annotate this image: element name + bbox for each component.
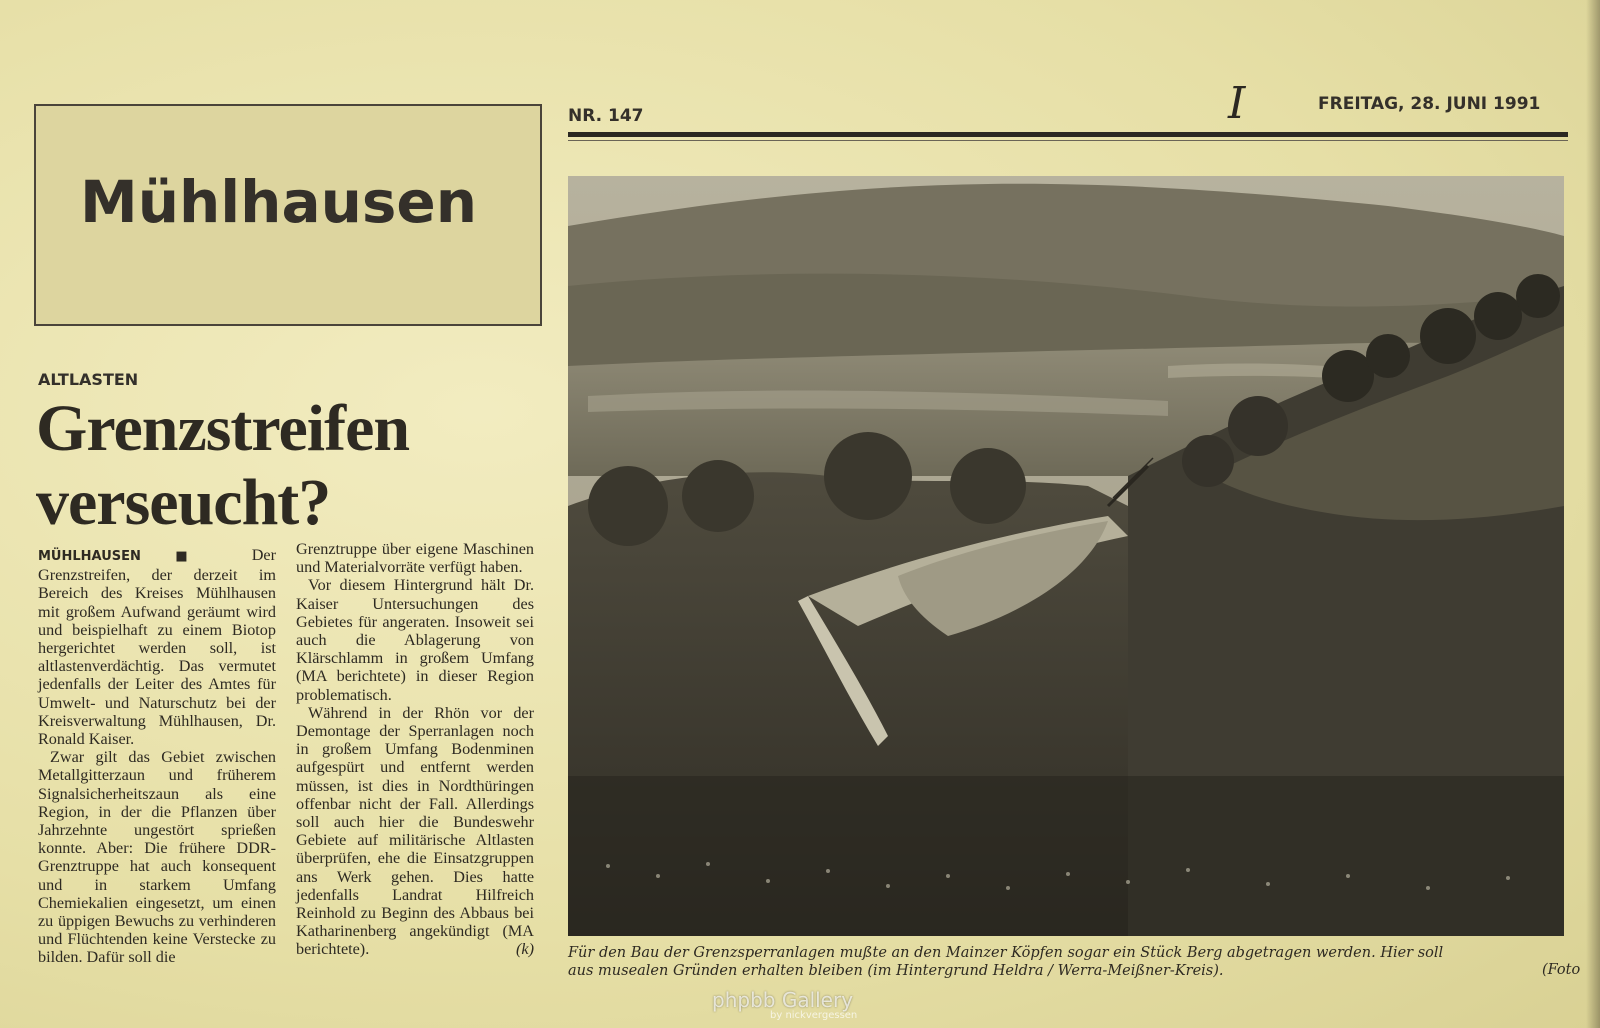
header-rule: [568, 132, 1568, 137]
article-paragraph: Vor diesem Hintergrund hält Dr. Kaiser Untersuchungen des Gebietes für angeraten. Insoweit sei auch die Ablagerung von Klärschlamm in großem Umfang (MA berichtete) in dieser Region problematisch.: [296, 576, 534, 704]
issue-number: NR. 147: [568, 106, 644, 126]
ressort-title: Mühlhausen: [80, 168, 478, 236]
landscape-photo: [568, 176, 1564, 936]
handwritten-page-mark: I: [1228, 78, 1246, 129]
article-column-1: [38, 546, 276, 967]
article-column-2: [296, 540, 534, 959]
paragraph-text: Während in der Rhön vor der Demontage der Sperranlagen noch in großem Umfang Bodenminen aufgespürt und entfernt werden müssen, ist dies in Nordthüringen offenbar nicht der Fall. Allerdings soll auch hier die Bundeswehr Gebiete auf militärische Altlasten überprüfen, ehe die Einsatzgruppen ans Werk gehen. Dies hatte jedenfalls Landrat Hilfreich Reinhold zu Beginn des Abbaus bei Katharinenberg angekündigt (MA berichtete).: [296, 703, 534, 959]
watermark-title: phpbb Gallery: [712, 988, 854, 1012]
article-kicker: ALTLASTEN: [38, 370, 139, 389]
header-rule-thin: [568, 140, 1568, 141]
dateline: MÜHLHAUSEN ■: [38, 549, 218, 564]
photo-caption: [568, 944, 1581, 980]
watermark-subtitle: by nickvergessen: [770, 1010, 858, 1021]
ressort-box: [34, 104, 542, 326]
article-paragraph: [296, 704, 534, 959]
paragraph-text: Der Grenzstreifen, der derzeit im Bereich des Kreises Mühlhausen mit großem Aufwand geräumt wird und beispielhaft zu einem Biotop hergerichtet werden soll, ist altlastenverdächtig. Das vermutet jedenfalls der Leiter des Amtes für Umwelt- und Naturschutz bei der Kreisverwaltung Mühlhausen, Dr. Ronald Kaiser.: [38, 546, 276, 749]
caption-line-1: Für den Bau der Grenzsperranlagen mußte an den Mainzer Köpfen sogar ein Stück Berg abgetragen werden. Hier soll: [568, 945, 1444, 961]
issue-date: FREITAG, 28. JUNI 1991: [1318, 94, 1541, 114]
photo-illustration: [568, 176, 1564, 936]
page-edge-shadow: [1586, 0, 1600, 1028]
article-headline: Grenzstreifen verseucht?: [36, 392, 410, 539]
caption-line-2: aus musealen Gründen erhalten bleiben (im Hintergrund Heldra / Werra-Meißner-Kreis).: [568, 963, 1224, 979]
author-signature: (k): [516, 940, 534, 959]
photo-credit: (Foto: [1542, 962, 1581, 978]
article-paragraph: [38, 546, 276, 748]
article-paragraph: Grenztruppe über eigene Maschinen und Materialvorräte verfügt haben.: [296, 540, 534, 577]
article-paragraph: Zwar gilt das Gebiet zwischen Metallgitterzaun und früherem Signalsicherheitszaun als eine Region, in der die Pflanzen über Jahrzehnte ungestört sprießen konnte. Aber: Die frühere DDR-Grenztruppe hat auch konsequent und in starkem Umfang Chemiekalien eingesetzt, um einen zu üppigen Bewuchs zu verhinderen und Flüchtenden keine Verstecke zu bilden. Dafür soll die: [38, 748, 276, 967]
